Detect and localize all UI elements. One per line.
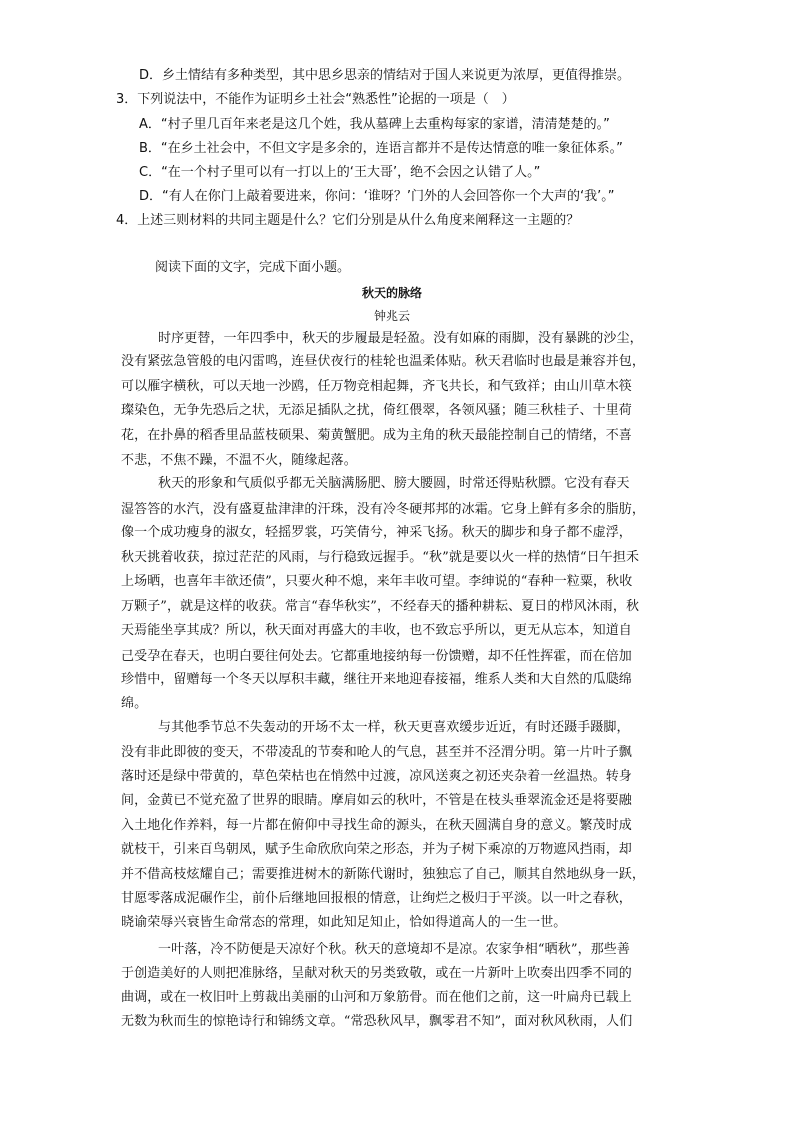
article-line: 落时还是绿中带黄的，草色荣枯也在悄然中过渡，凉风送爽之初还夹杂着一丝温热。转身 [121, 769, 632, 784]
article-line: 没有紧弦急管般的电闪雷鸣，连昼伏夜行的桂轮也温柔体贴。秋天君临时也最是兼容并包， [121, 354, 646, 369]
article-line: 湿答答的水汽，没有盛夏盐津津的汗珠，没有冷冬硬邦邦的冰霜。它身上鲜有多余的脂肪， [121, 502, 646, 517]
article-line: 晓谕荣辱兴衰皆生命常态的常理，如此知足知止，恰如得道高人的一生一世。 [121, 915, 567, 930]
article-line: 入土地化作养料，每一片都在俯仰中寻找生命的源头，在秋天圆满自身的意义。繁茂时成 [121, 818, 632, 833]
q3-option-b: B．“在乡土社会中，不但文字是多余的，连语言都并不是传达情意的唯一象征体系。” [139, 141, 623, 156]
article-line: 甘愿零落成泥碾作尘，前仆后继地回报根的情意，让绚烂之极归于平淡。以一叶之春秋， [121, 891, 632, 906]
q3-stem: 3．下列说法中，不能作为证明乡土社会“熟悉性”论据的一项是（ ） [116, 92, 515, 107]
article-line: 间，金黄已不觉充盈了世界的眼睛。摩肩如云的秋叶，不管是在枝头垂翠流金还是将要融 [121, 793, 632, 808]
article-line: 不悲，不焦不躁，不温不火，随缘起落。 [121, 453, 357, 468]
article-author: 钟兆云 [374, 309, 411, 323]
article-line: 无数为秋而生的惊艳诗行和锦绣文章。“常恐秋风早，飘零君不知”，面对秋风秋雨，人们 [121, 1014, 633, 1029]
article-line: 绵。 [121, 696, 148, 711]
reading-instruction: 阅读下面的文字，完成下面小题。 [155, 260, 351, 275]
article-line: 万颗子”，就是这样的收获。常言“春华秋实”，不经春天的播种耕耘、夏日的栉风沐雨，秋 [121, 599, 640, 614]
article-line: 可以雁字横秋，可以天地一沙鸥，任万物竞相起舞，齐飞共长，和气致祥；由山川草木筷 [121, 379, 632, 394]
q2-option-d: D．乡土情结有多种类型，其中思乡思亲的情结对于国人来说更为浓厚，更值得推崇。 [139, 68, 631, 83]
article-line: 天焉能坐享其成？所以，秋天面对再盛大的丰收，也不致忘乎所以，更无从忘本，知道自 [121, 623, 632, 638]
q4-stem: 4．上述三则材料的共同主题是什么？它们分别是从什么角度来阐释这一主题的？ [116, 213, 580, 228]
article-line: 并不借高枝炫耀自己；需要推进树木的新陈代谢时，独独忘了自己，顺其自然地纵身一跃， [121, 867, 646, 882]
article-line: 珍惜中，留赠每一个冬天以厚积丰藏，继往开来地迎春接福，维系人类和大自然的瓜瓞绵 [121, 672, 632, 687]
article-title: 秋天的脉络 [362, 286, 423, 300]
article-line: 一叶落，冷不防便是天凉好个秋。秋天的意境却不是凉。农家争相“晒秋”，那些善 [158, 942, 630, 957]
article-line: 璨染色，无争先恐后之状，无添足插队之扰，倚红偎翠，各领风骚；随三秋桂子、十里荷 [121, 403, 632, 418]
article-line: 于创造美好的人则把准脉络，呈献对秋天的另类致敬，或在一片新叶上吹奏出四季不同的 [121, 966, 632, 981]
article-line: 就枝干，引来百鸟朝凤，赋予生命欣欣向荣之形态，并为子树下乘凉的万物遮风挡雨，却 [121, 842, 632, 857]
article-line: 没有非此即彼的变天，不带凌乱的节奏和呛人的气息，甚至并不泾渭分明。第一片叶子飘 [121, 745, 632, 760]
article-line: 上场晒，也喜年丰欲还债”，只要火种不熄，来年丰收可望。李绅说的“春种一粒粟，秋收 [121, 574, 633, 589]
article-line: 秋天的形象和气质似乎都无关脑满肠肥、膀大腰圆，时常还得贴秋膘。它没有春天 [158, 476, 630, 491]
article-line: 己受孕在春天，也明白要往何处去。它都重地接纳每一份馈赠，却不任性挥霍，而在倍加 [121, 649, 632, 664]
article-line: 与其他季节总不失轰动的开场不太一样，秋天更喜欢缓步近近，有时还蹑手蹑脚， [158, 720, 630, 735]
article-line: 曲调，或在一枚旧叶上剪裁出美丽的山河和万象筋骨。而在他们之前，这一叶扁舟已载上 [121, 990, 632, 1005]
q3-option-a: A．“村子里几百年来老是这几个姓，我从墓碑上去重构每家的家谱，清清楚楚的。” [139, 117, 610, 132]
article-line: 花，在扑鼻的稻香里品蓝枝硕果、菊黄蟹肥。成为主角的秋天最能控制自己的情绪，不喜 [121, 428, 632, 443]
article-line: 秋天挑着收获，掠过茫茫的风雨，与行稳致远握手。“秋”就是要以火一样的热情“日午担禾 [121, 550, 640, 565]
q3-option-c: C．“在一个村子里可以有一打以上的‘王大哥’，绝不会因之认错了人。” [139, 165, 541, 180]
q3-option-d: D．“有人在你门上敲着要进来，你问：‘谁呀？’门外的人会回答你一个大声的‘我’。” [139, 189, 615, 204]
article-line: 时序更替，一年四季中，秋天的步履最是轻盈。没有如麻的雨脚，没有暴跳的沙尘， [158, 331, 643, 346]
article-line: 像一个成功瘦身的淑女，轻摇罗裳，巧笑倩兮，神采飞扬。秋天的脚步和身子都不虚浮， [121, 525, 632, 540]
